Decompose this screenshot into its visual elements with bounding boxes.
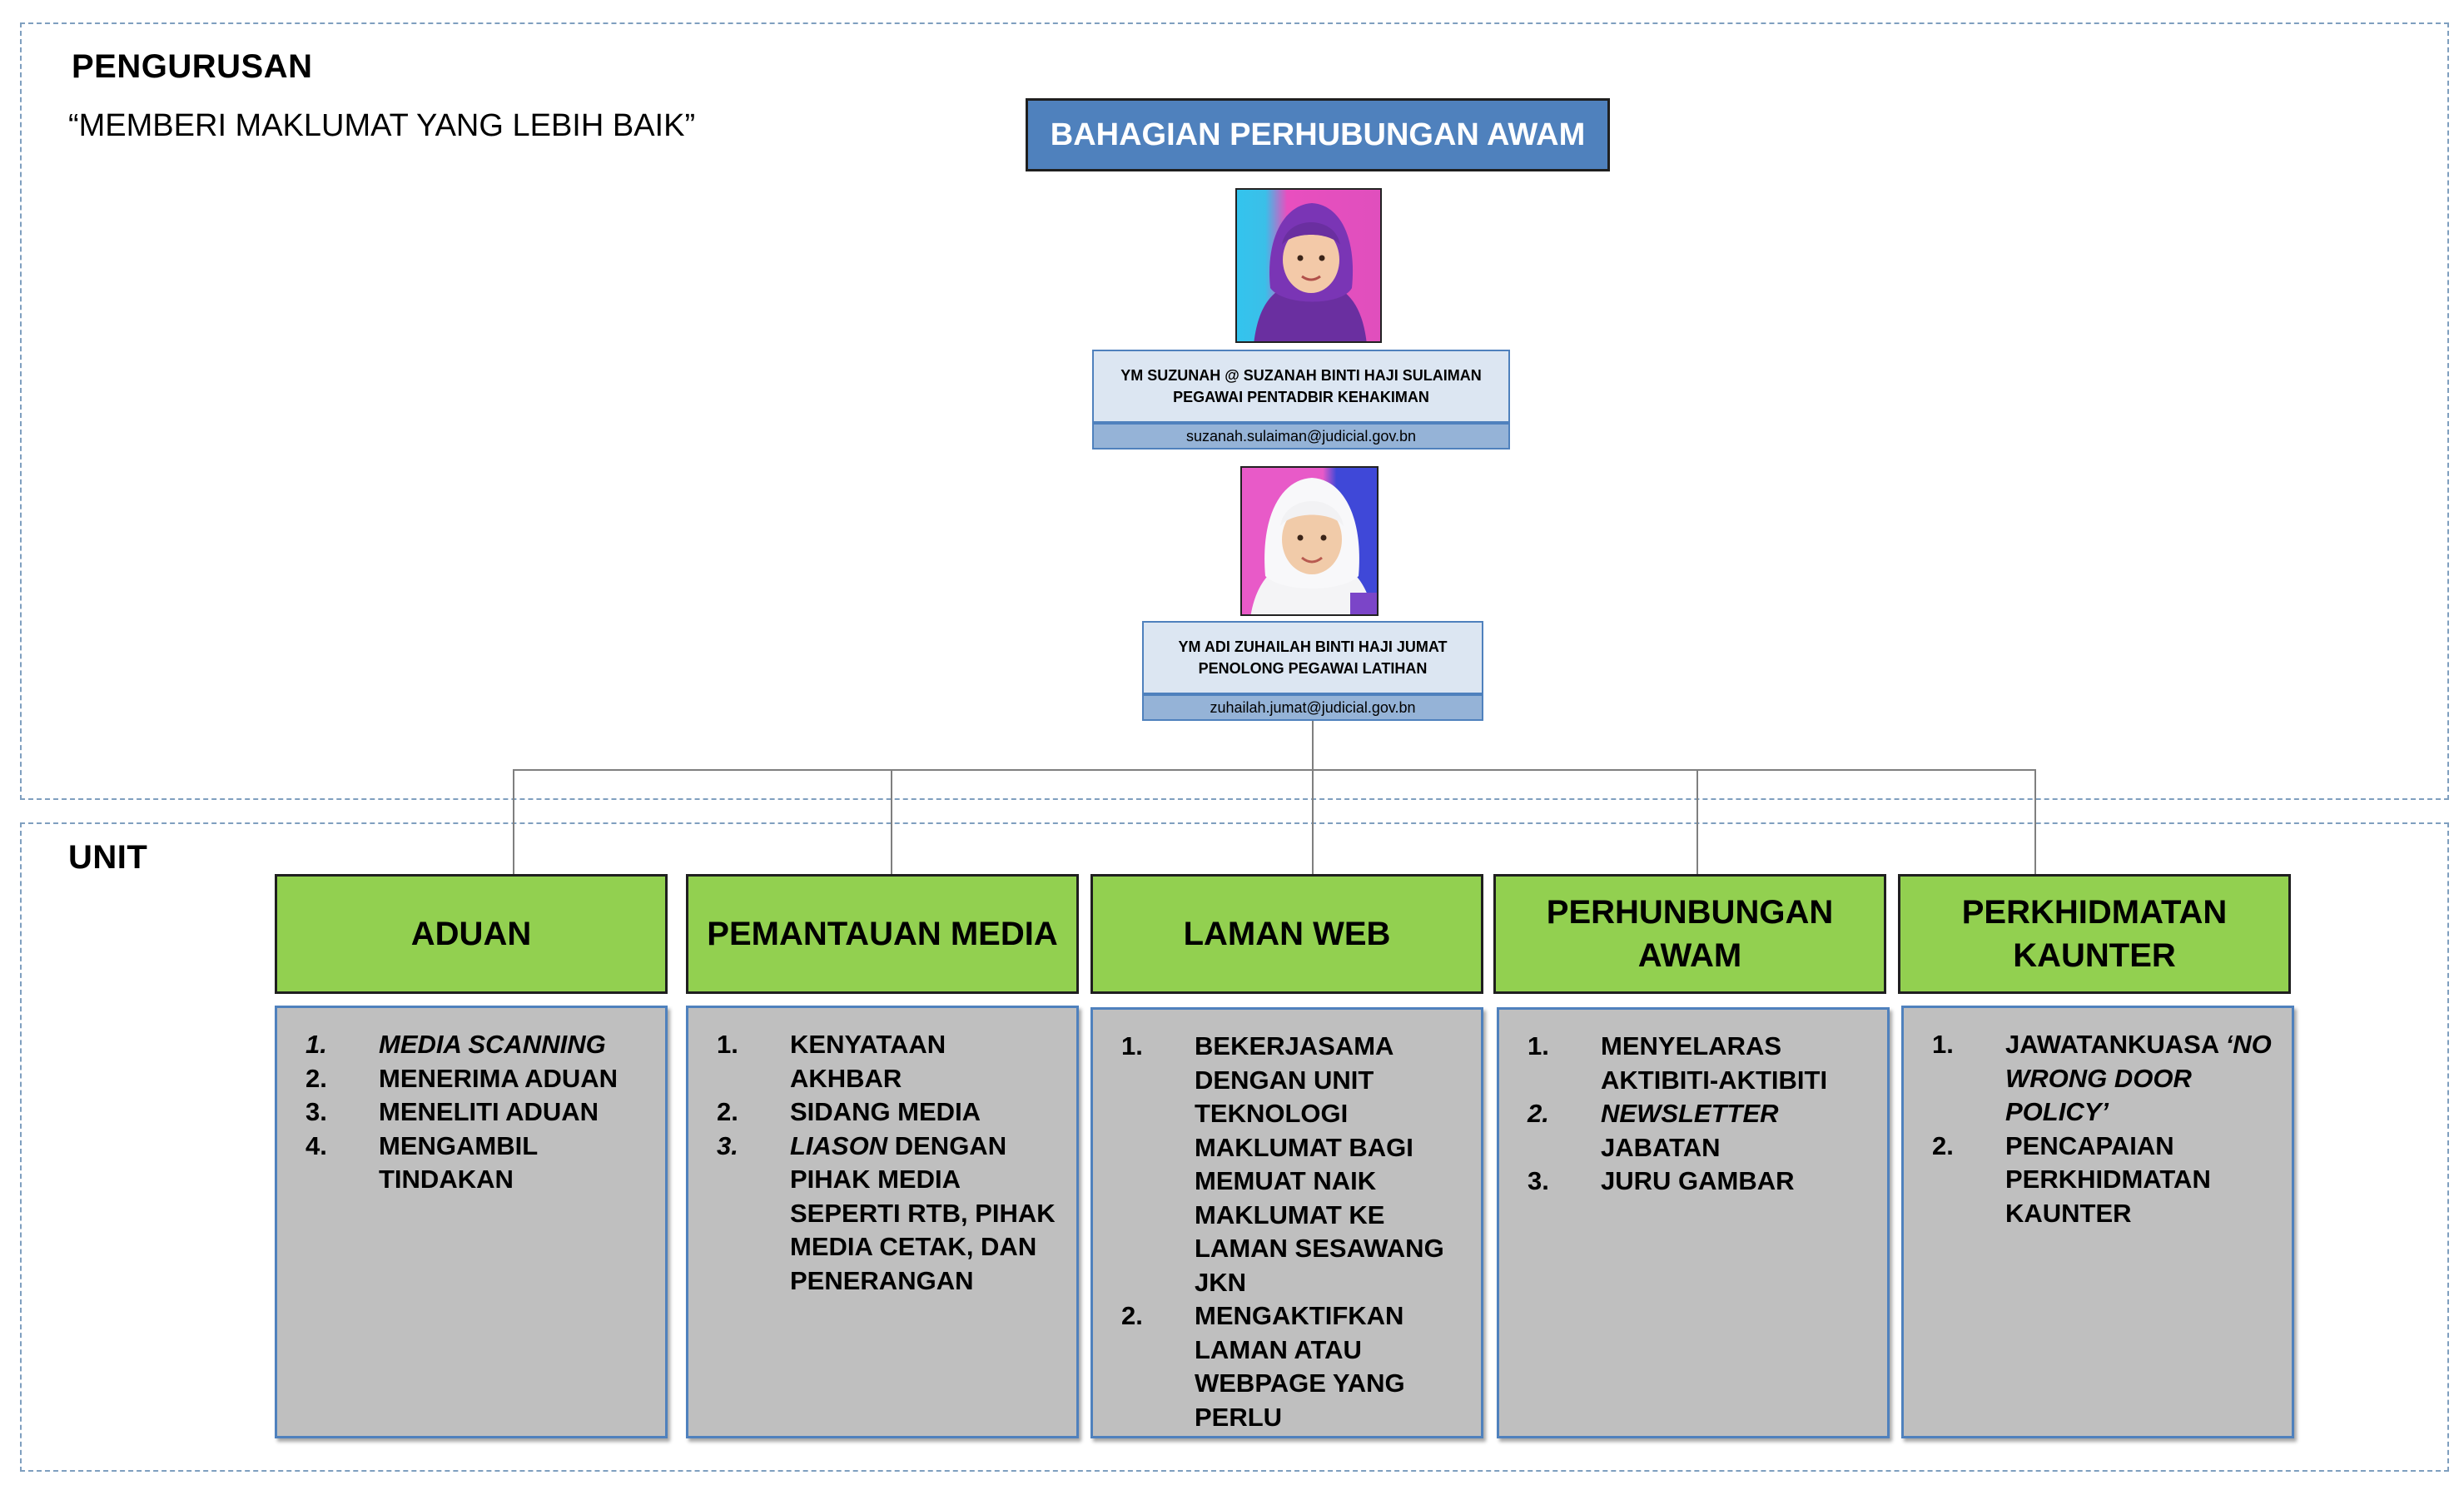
task-text — [2005, 1130, 2275, 1231]
task-text — [1195, 1299, 1464, 1434]
task-text-part: MENGAKTIFKAN LAMAN ATAU WEBPAGE YANG PERLU — [1195, 1301, 1405, 1432]
connector-pemantauan-media — [891, 769, 892, 876]
task-item — [1121, 1030, 1464, 1299]
officer-photo-2 — [1240, 466, 1379, 616]
task-text-part: MENGAMBIL TINDAKAN — [379, 1130, 538, 1194]
officer-position-1: PEGAWAI PENTADBIR KEHAKIMAN — [1173, 389, 1429, 405]
unit-tasks-laman-web — [1090, 1007, 1483, 1438]
task-text — [379, 1062, 618, 1096]
task-text — [2005, 1028, 2275, 1130]
task-number: 1. — [1121, 1031, 1143, 1060]
task-number: 3. — [1528, 1166, 1549, 1195]
unit-tasks-pemantauan-media — [686, 1006, 1079, 1438]
task-text-part: BEKERJASAMA DENGAN UNIT TEKNOLOGI MAKLUMAT BAGI MEMUAT NAIK MAKLUMAT KE LAMAN SESAWANG JKN — [1195, 1031, 1444, 1297]
task-text-part: MEDIA SCANNING — [379, 1030, 606, 1059]
task-text-part: JURU GAMBAR — [1601, 1166, 1795, 1195]
task-item — [1528, 1030, 1870, 1097]
task-text-part: JABATAN — [1601, 1132, 1721, 1162]
officer-card-2 — [1142, 621, 1483, 694]
task-number: 4. — [306, 1130, 327, 1160]
unit-header-laman-web: LAMAN WEB — [1090, 874, 1483, 994]
task-list — [306, 1028, 648, 1197]
task-list — [1932, 1028, 2275, 1230]
officer-name-2: YM ADI ZUHAILAH BINTI HAJI JUMAT — [1178, 638, 1448, 655]
task-text-part: MENYELARAS AKTIBITI-AKTIBITI — [1601, 1031, 1828, 1095]
officer-name-1: YM SUZUNAH @ SUZANAH BINTI HAJI SULAIMAN — [1120, 367, 1482, 384]
task-text-part: SIDANG MEDIA — [790, 1097, 981, 1126]
task-item — [1528, 1165, 1870, 1199]
task-text — [790, 1130, 1060, 1299]
task-text-part: NEWSLETTER — [1601, 1099, 1779, 1128]
unit-tasks-aduan — [275, 1006, 668, 1438]
task-item — [717, 1130, 1060, 1299]
task-item — [1121, 1299, 1464, 1434]
task-number: 3. — [306, 1097, 327, 1126]
person-hijab-icon — [1242, 468, 1379, 616]
officer-photo-1 — [1235, 188, 1382, 343]
person-hijab-icon — [1237, 190, 1382, 343]
task-text — [1195, 1030, 1464, 1299]
task-list — [1121, 1030, 1464, 1434]
connector-trunk — [1312, 721, 1314, 876]
task-number: 2. — [717, 1097, 738, 1126]
task-number: 2. — [1121, 1301, 1143, 1330]
task-item — [306, 1062, 648, 1096]
task-text — [1601, 1030, 1870, 1097]
task-text-part: MENERIMA ADUAN — [379, 1063, 618, 1093]
task-text-part: MENELITI ADUAN — [379, 1097, 599, 1126]
department-header: BAHAGIAN PERHUBUNGAN AWAM — [1026, 98, 1610, 171]
task-text-part: PENCAPAIAN PERKHIDMATAN KAUNTER — [2005, 1130, 2211, 1228]
connector-perhubungan-awam — [1696, 769, 1698, 876]
task-number: 2. — [1528, 1099, 1549, 1128]
officer-card-1 — [1092, 350, 1510, 423]
unit-title: UNIT — [68, 839, 148, 876]
unit-tasks-perhubungan-awam — [1497, 1007, 1890, 1438]
task-text — [379, 1130, 648, 1197]
task-text — [379, 1095, 599, 1130]
unit-header-perkhidmatan-kaunter: PERKHIDMATAN KAUNTER — [1898, 874, 2291, 994]
task-text-part: JAWATANKUASA — [2005, 1030, 2226, 1059]
unit-header-aduan: ADUAN — [275, 874, 668, 994]
task-item — [306, 1095, 648, 1130]
task-item — [717, 1028, 1060, 1095]
task-text — [1601, 1165, 1795, 1199]
task-text-part: DENGAN PIHAK MEDIA SEPERTI RTB, PIHAK MEDIA CETAK, DAN PENERANGAN — [790, 1130, 1056, 1295]
task-item — [1932, 1028, 2275, 1130]
task-text — [790, 1095, 981, 1130]
task-list — [1528, 1030, 1870, 1199]
task-item — [717, 1095, 1060, 1130]
officer-email-2: zuhailah.jumat@judicial.gov.bn — [1142, 694, 1483, 721]
task-number: 3. — [717, 1130, 738, 1160]
connector-aduan — [513, 769, 514, 876]
officer-email-1: suzanah.sulaiman@judicial.gov.bn — [1092, 423, 1510, 450]
unit-header-perhubungan-awam: PERHUNBUNGAN AWAM — [1493, 874, 1886, 994]
task-list — [717, 1028, 1060, 1298]
connector-perkhidmatan-kaunter — [2034, 769, 2036, 876]
task-text — [1601, 1097, 1870, 1165]
unit-header-pemantauan-media: PEMANTAUAN MEDIA — [686, 874, 1079, 994]
task-item — [306, 1130, 648, 1197]
task-number: 2. — [306, 1063, 327, 1093]
task-item — [306, 1028, 648, 1062]
task-number: 2. — [1932, 1130, 1954, 1160]
task-text — [790, 1028, 1060, 1095]
unit-tasks-perkhidmatan-kaunter — [1901, 1006, 2294, 1438]
task-text — [379, 1028, 606, 1062]
task-number: 1. — [1932, 1030, 1954, 1059]
officer-position-2: PENOLONG PEGAWAI LATIHAN — [1198, 660, 1428, 677]
task-number: 1. — [717, 1030, 738, 1059]
task-text-part: ‘NO WRONG DOOR POLICY’ — [2005, 1030, 2272, 1126]
task-number: 1. — [1528, 1031, 1549, 1060]
motto-text: “MEMBERI MAKLUMAT YANG LEBIH BAIK” — [68, 108, 696, 143]
task-number: 1. — [306, 1030, 327, 1059]
task-item — [1528, 1097, 1870, 1165]
management-title: PENGURUSAN — [72, 48, 313, 85]
task-text-part: LIASON — [790, 1130, 888, 1160]
task-item — [1932, 1130, 2275, 1231]
task-text-part: KENYATAAN AKHBAR — [790, 1030, 946, 1093]
connector-horizontal — [513, 769, 2036, 771]
